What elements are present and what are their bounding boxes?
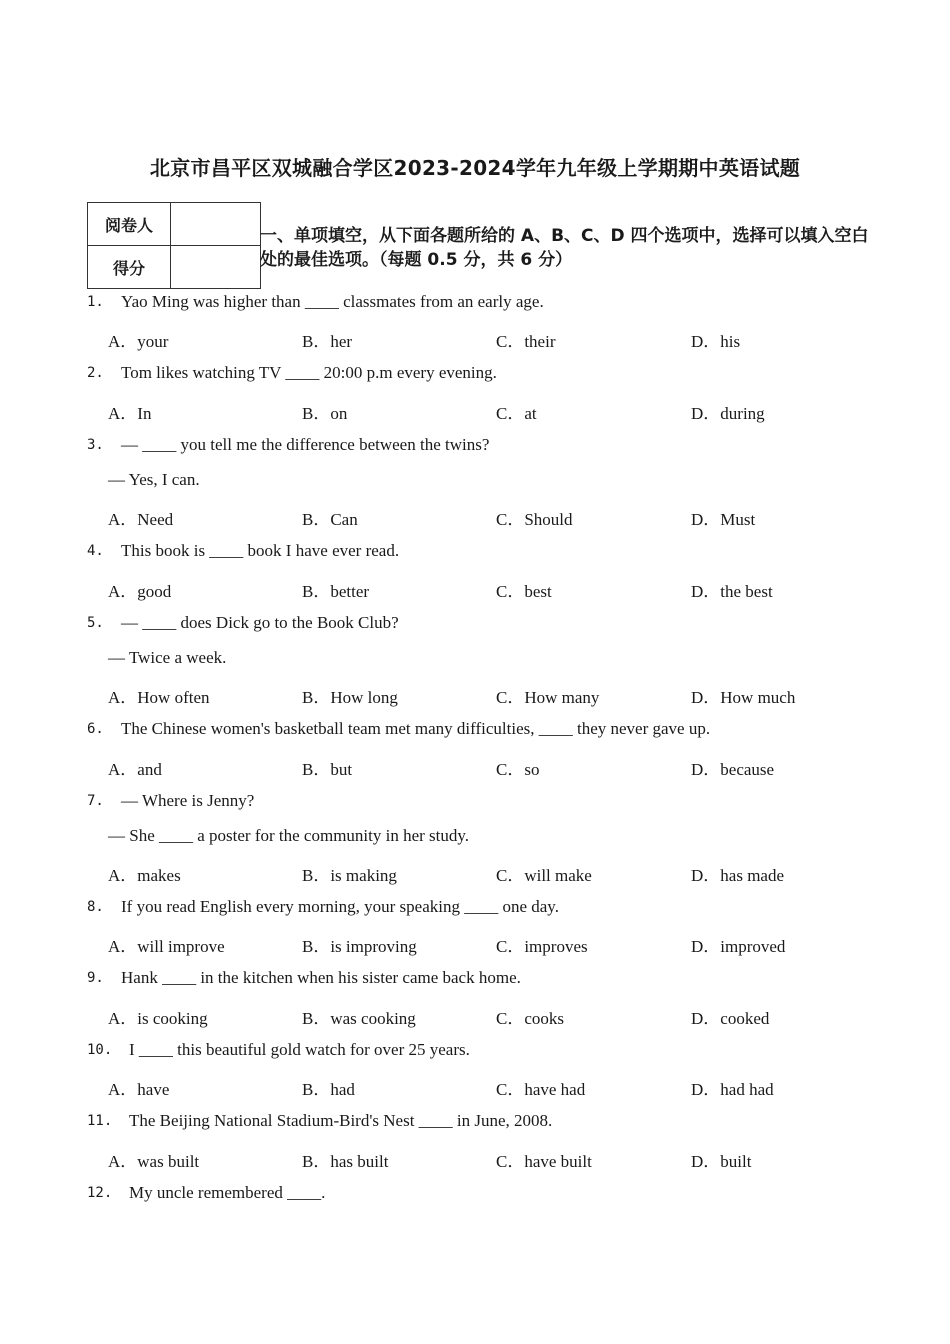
question-number: 8.: [87, 899, 104, 915]
question-stem: — Where is Jenny?: [121, 791, 255, 810]
option-a: A．good: [108, 582, 172, 601]
option-b: B．was cooking: [302, 1009, 416, 1028]
option-c: C．Should: [496, 510, 573, 529]
option-d: D．the best: [691, 582, 773, 601]
option-c: C．so: [496, 760, 540, 779]
question-stem: Hank ____ in the kitchen when his sister came back home.: [121, 968, 521, 987]
question-reply: — Yes, I can.: [108, 470, 200, 489]
question-number: 1.: [87, 294, 104, 310]
question-number: 11.: [87, 1113, 113, 1129]
option-b: B．but: [302, 760, 353, 779]
option-b: B．her: [302, 332, 353, 351]
option-c: C．have had: [496, 1080, 586, 1099]
option-d: D．had had: [691, 1080, 774, 1099]
question-stem: The Beijing National Stadium-Bird's Nest ____ in June, 2008.: [129, 1111, 553, 1130]
option-b: B．How long: [302, 688, 398, 707]
question-stem: — ____ does Dick go to the Book Club?: [121, 613, 399, 632]
option-d: D．during: [691, 404, 765, 423]
option-a: A．How often: [108, 688, 210, 707]
option-a: A．and: [108, 760, 162, 779]
option-d: D．his: [691, 332, 741, 351]
option-a: A．was built: [108, 1152, 200, 1171]
option-d: D．Must: [691, 510, 756, 529]
question-number: 5.: [87, 615, 104, 631]
option-a: A．have: [108, 1080, 170, 1099]
question-number: 7.: [87, 793, 104, 809]
question-stem: I ____ this beautiful gold watch for over 25 years.: [129, 1040, 470, 1059]
question-number: 6.: [87, 721, 104, 737]
option-c: C．How many: [496, 688, 600, 707]
score-table: [87, 202, 261, 289]
question-number: 2.: [87, 365, 104, 381]
option-b: B．better: [302, 582, 370, 601]
option-d: D．How much: [691, 688, 796, 707]
option-b: B．is improving: [302, 937, 417, 956]
question-stem: Yao Ming was higher than ____ classmates from an early age.: [121, 292, 544, 311]
page-title: 北京市昌平区双城融合学区2023-2024学年九年级上学期期中英语试题: [149, 156, 801, 180]
question-stem: This book is ____ book I have ever read.: [121, 541, 400, 560]
option-c: C．at: [496, 404, 537, 423]
option-d: D．built: [691, 1152, 752, 1171]
option-d: D．improved: [691, 937, 786, 956]
question-number: 4.: [87, 543, 104, 559]
option-c: C．best: [496, 582, 552, 601]
option-b: B．on: [302, 404, 348, 423]
option-a: A．will improve: [108, 937, 225, 956]
question-stem: — ____ you tell me the difference between the twins?: [121, 435, 490, 454]
question-stem: My uncle remembered ____.: [129, 1183, 326, 1202]
option-a: A．is cooking: [108, 1009, 208, 1028]
question-number: 12.: [87, 1185, 113, 1201]
question-stem: Tom likes watching TV ____ 20:00 p.m every evening.: [121, 363, 497, 382]
option-a: A．Need: [108, 510, 174, 529]
option-a: A．your: [108, 332, 169, 351]
question-reply: — Twice a week.: [108, 648, 227, 667]
option-d: D．cooked: [691, 1009, 770, 1028]
option-d: D．because: [691, 760, 775, 779]
option-c: C．their: [496, 332, 556, 351]
option-c: C．improves: [496, 937, 588, 956]
option-a: A．makes: [108, 866, 181, 885]
question-stem: If you read English every morning, your speaking ____ one day.: [121, 897, 559, 916]
question-number: 3.: [87, 437, 104, 453]
reviewer-label: 阅卷人: [88, 203, 171, 246]
question-stem: The Chinese women's basketball team met many difficulties, ____ they never gave up.: [121, 719, 711, 738]
option-a: A．In: [108, 404, 152, 423]
score-field[interactable]: [171, 246, 261, 289]
reviewer-field[interactable]: [171, 203, 261, 246]
option-c: C．have built: [496, 1152, 592, 1171]
option-c: C．cooks: [496, 1009, 564, 1028]
option-b: B．Can: [302, 510, 358, 529]
question-number: 9.: [87, 970, 104, 986]
option-b: B．had: [302, 1080, 355, 1099]
option-c: C．will make: [496, 866, 592, 885]
score-label: 得分: [88, 246, 171, 289]
question-reply: — She ____ a poster for the community in her study.: [108, 826, 470, 845]
section-heading: 一、单项填空，从下面各题所给的 A、B、C、D 四个选项中，选择可以填入空白处的最佳选项。（每题 0.5 分，共 6 分）: [260, 226, 869, 270]
question-number: 10.: [87, 1042, 113, 1058]
option-b: B．is making: [302, 866, 397, 885]
option-d: D．has made: [691, 866, 785, 885]
option-b: B．has built: [302, 1152, 389, 1171]
